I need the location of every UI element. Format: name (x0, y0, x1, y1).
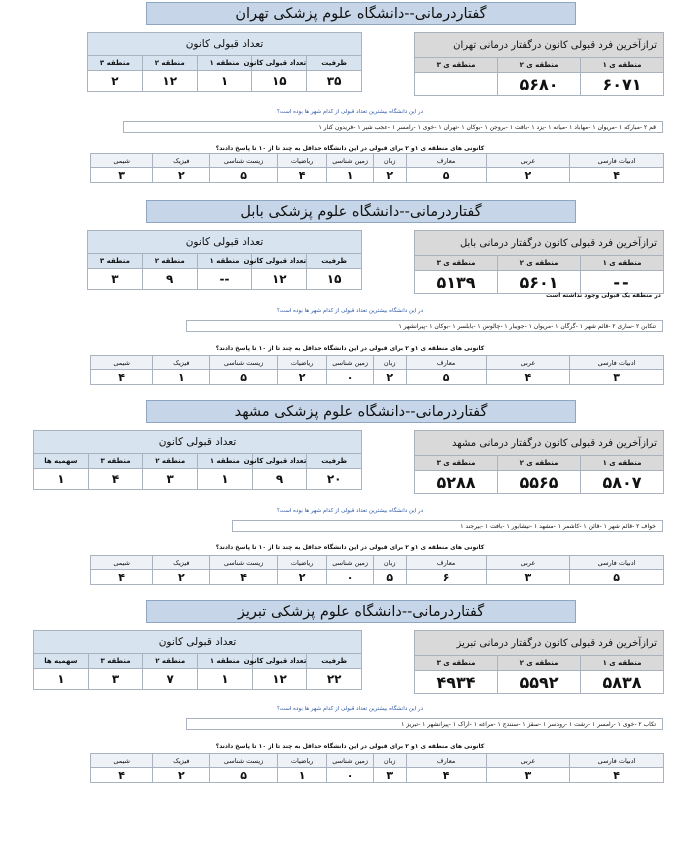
region2-header: منطقه ی ۲ (498, 58, 581, 73)
region3-header: منطقه ی ۳ (415, 656, 498, 671)
rank-table (414, 430, 664, 494)
lesson-farsi: ادبیات فارسی (570, 556, 664, 570)
lessons-table (90, 355, 664, 385)
r3-header: منطقه ۳ (88, 56, 143, 71)
score-math: ۱ (277, 768, 327, 783)
share-header: سهمیه ها (34, 454, 89, 469)
score-maaref: ۵ (406, 370, 486, 385)
lesson-biology: زیست شناسی (210, 754, 278, 768)
capacity-value: ۲۰ (307, 469, 362, 490)
lesson-arabic: عربی (486, 154, 569, 168)
capacity-header: ظرفیت (307, 56, 362, 71)
rank-table (414, 630, 664, 694)
lesson-arabic: عربی (486, 556, 569, 570)
score-biology: ۴ (210, 570, 278, 585)
score-english: ۳ (373, 768, 406, 783)
section-title: گفتاردرمانی--دانشگاه علوم پزشکی مشهد (146, 400, 576, 423)
region-note: در منطقه یک قبولی وجود نداشته است (546, 292, 661, 299)
score-maaref: ۵ (406, 168, 486, 183)
rank-caption: ترازآخرین فرد قبولی کانون درگفتار درمانی مشهد (415, 431, 664, 456)
rank-region2: ۵۶۸۰ (498, 73, 581, 96)
score-chemistry: ۴ (91, 370, 153, 385)
score-farsi: ۴ (570, 768, 664, 783)
lesson-biology: زیست شناسی (210, 356, 278, 370)
section-tehran (0, 0, 700, 198)
r3-value: ۳ (88, 269, 143, 290)
rank-region3: ۴۹۳۴ (415, 671, 498, 694)
cities-list: تکاب ۲ -خوی ۱ -رامسر ۱ -رشت ۱ -رودسر ۱ -سقز ۱ -سنندج ۱ -مراغه ۱ -اراک ۱ -پیرانشهر ۱ -تبریز ۱ (186, 718, 663, 730)
lesson-english: زبان (373, 356, 406, 370)
score-geology: ۰ (327, 570, 373, 585)
lesson-physics: فیزیک (153, 754, 210, 768)
score-chemistry: ۴ (91, 570, 153, 585)
section-title: گفتاردرمانی--دانشگاه علوم پزشکی تهران (146, 2, 576, 25)
score-chemistry: ۴ (91, 768, 153, 783)
score-arabic: ۳ (486, 768, 569, 783)
score-arabic: ۲ (486, 168, 569, 183)
score-farsi: ۴ (570, 168, 664, 183)
rank-region1: ۵۸۳۸ (581, 671, 664, 694)
rank-region2: ۵۵۹۲ (498, 671, 581, 694)
lesson-chemistry: شیمی (91, 754, 153, 768)
capacity-value: ۲۲ (307, 669, 362, 690)
r1-header: منطقه ۱ (197, 254, 252, 269)
lesson-math: ریاضیات (277, 556, 327, 570)
score-english: ۲ (373, 168, 406, 183)
lesson-geology: زمین شناسی (327, 556, 373, 570)
lessons-question: کانونی های منطقه ی ۱و ۲ برای قبولی در این دانشگاه حداقل به چند تا از ۱۰ تا پاسخ دادند؟ (215, 345, 485, 352)
rank-region3: ۵۱۳۹ (415, 271, 498, 294)
lesson-english: زبان (373, 556, 406, 570)
score-arabic: ۴ (486, 370, 569, 385)
lesson-english: زبان (373, 754, 406, 768)
lesson-math: ریاضیات (277, 356, 327, 370)
score-biology: ۵ (210, 768, 278, 783)
region3-header: منطقه ی ۳ (415, 58, 498, 73)
cities-list: تنکابن ۲ -ساری ۲ -قائم شهر ۱ -گرگان ۱ -مریوان ۱ -جویبار ۱ -چالوس ۱ -بابلسر ۱ -بوکان ۱ -پیرانشهر ۱ (186, 320, 663, 332)
r1-header: منطقه ۱ (197, 56, 252, 71)
share-header: سهمیه ها (34, 654, 89, 669)
score-farsi: ۵ (570, 570, 664, 585)
region2-header: منطقه ی ۲ (498, 256, 581, 271)
r3-header: منطقه ۳ (88, 254, 143, 269)
lessons-question: کانونی های منطقه ی ۱و ۲ برای قبولی در این دانشگاه حداقل به چند تا از ۱۰ تا پاسخ دادند؟ (215, 145, 485, 152)
lessons-table (90, 753, 664, 783)
region2-header: منطقه ی ۲ (498, 456, 581, 471)
score-physics: ۲ (153, 168, 210, 183)
acceptance-table (33, 430, 362, 490)
cities-question: در این دانشگاه بیشترین تعداد قبولی از کدام شهر ها بوده است؟ (276, 308, 424, 314)
score-math: ۲ (277, 570, 327, 585)
lesson-math: ریاضیات (277, 154, 327, 168)
r2-value: ۱۲ (142, 71, 197, 92)
region3-header: منطقه ی ۳ (415, 456, 498, 471)
score-math: ۲ (277, 370, 327, 385)
score-physics: ۲ (153, 768, 210, 783)
cities-list: خواف ۲ -قائم شهر ۱ -قائن ۱ -کاشمر ۱ -مشهد ۱ -نیشابور ۱ -بافت ۱ -بیرجند ۱ (232, 520, 663, 532)
lessons-question: کانونی های منطقه ی ۱و ۲ برای قبولی در این دانشگاه حداقل به چند تا از ۱۰ تا پاسخ دادند؟ (215, 743, 485, 750)
capacity-value: ۱۵ (307, 269, 362, 290)
score-english: ۵ (373, 570, 406, 585)
section-tabriz (0, 598, 700, 798)
rank-caption: ترازآخرین فرد قبولی کانون درگفتار درمانی تهران (415, 33, 664, 58)
lesson-maaref: معارف (406, 754, 486, 768)
r1-value: ۱ (198, 669, 253, 690)
r2-header: منطقه ۲ (142, 254, 197, 269)
lessons-table (90, 153, 664, 183)
r3-header: منطقه ۳ (88, 654, 143, 669)
score-geology: ۰ (327, 768, 373, 783)
lesson-physics: فیزیک (153, 154, 210, 168)
rank-region3: ۵۲۸۸ (415, 471, 498, 494)
score-chemistry: ۳ (91, 168, 153, 183)
r2-header: منطقه ۲ (142, 56, 197, 71)
lesson-biology: زیست شناسی (210, 154, 278, 168)
region2-header: منطقه ی ۲ (498, 656, 581, 671)
r2-header: منطقه ۲ (143, 454, 198, 469)
rank-region3 (415, 73, 498, 96)
capacity-value: ۳۵ (307, 71, 362, 92)
lesson-farsi: ادبیات فارسی (570, 356, 664, 370)
score-physics: ۱ (153, 370, 210, 385)
rank-region1: ۵۸۰۷ (581, 471, 664, 494)
rank-region1: -- (581, 271, 664, 294)
r1-header: منطقه ۱ (198, 454, 253, 469)
section-title: گفتاردرمانی--دانشگاه علوم پزشکی تبریز (146, 600, 576, 623)
accepted-header: تعداد قبولی کانون (252, 654, 307, 669)
acceptance-table (87, 230, 362, 290)
score-arabic: ۳ (486, 570, 569, 585)
score-biology: ۵ (210, 168, 278, 183)
score-biology: ۵ (210, 370, 278, 385)
acceptance-caption: تعداد قبولی کانون (88, 231, 362, 254)
score-geology: ۱ (327, 168, 373, 183)
r3-value: ۲ (88, 71, 143, 92)
section-title: گفتاردرمانی--دانشگاه علوم پزشکی بابل (146, 200, 576, 223)
accepted-header: تعداد قبولی کانون (252, 56, 307, 71)
lesson-arabic: عربی (486, 356, 569, 370)
score-english: ۲ (373, 370, 406, 385)
r2-value: ۳ (143, 469, 198, 490)
acceptance-caption: تعداد قبولی کانون (34, 431, 362, 454)
share-value: ۱ (34, 469, 89, 490)
acceptance-caption: تعداد قبولی کانون (88, 33, 362, 56)
r3-value: ۴ (88, 469, 143, 490)
lesson-geology: زمین شناسی (327, 154, 373, 168)
lesson-physics: فیزیک (153, 356, 210, 370)
lesson-math: ریاضیات (277, 754, 327, 768)
lesson-physics: فیزیک (153, 556, 210, 570)
rank-region2: ۵۶۰۱ (498, 271, 581, 294)
r1-value: ۱ (197, 71, 252, 92)
section-babol (0, 198, 700, 398)
capacity-header: ظرفیت (307, 654, 362, 669)
lessons-question: کانونی های منطقه ی ۱و ۲ برای قبولی در این دانشگاه حداقل به چند تا از ۱۰ تا پاسخ دادند؟ (215, 544, 485, 551)
accepted-value: ۱۲ (252, 669, 307, 690)
cities-question: در این دانشگاه بیشترین تعداد قبولی از کدام شهر ها بوده است؟ (276, 706, 424, 712)
region3-header: منطقه ی ۳ (415, 256, 498, 271)
accepted-value: ۱۲ (252, 269, 307, 290)
rank-caption: ترازآخرین فرد قبولی کانون درگفتار درمانی بابل (415, 231, 664, 256)
r2-header: منطقه ۲ (143, 654, 198, 669)
lesson-chemistry: شیمی (91, 154, 153, 168)
r3-value: ۳ (88, 669, 143, 690)
lesson-biology: زیست شناسی (210, 556, 278, 570)
rank-region1: ۶۰۷۱ (581, 73, 664, 96)
accepted-value: ۹ (252, 469, 307, 490)
r1-value: -- (197, 269, 252, 290)
share-value: ۱ (34, 669, 89, 690)
lessons-table (90, 555, 664, 585)
rank-table (414, 230, 664, 294)
accepted-header: تعداد قبولی کانون (252, 254, 307, 269)
capacity-header: ظرفیت (307, 254, 362, 269)
accepted-header: تعداد قبولی کانون (252, 454, 307, 469)
region1-header: منطقه ی ۱ (581, 256, 664, 271)
capacity-header: ظرفیت (307, 454, 362, 469)
score-farsi: ۳ (570, 370, 664, 385)
score-physics: ۲ (153, 570, 210, 585)
lesson-geology: زمین شناسی (327, 356, 373, 370)
lesson-chemistry: شیمی (91, 556, 153, 570)
cities-question: در این دانشگاه بیشترین تعداد قبولی از کدام شهر ها بوده است؟ (276, 109, 424, 115)
region1-header: منطقه ی ۱ (581, 456, 664, 471)
section-mashhad (0, 398, 700, 598)
cities-question: در این دانشگاه بیشترین تعداد قبولی از کدام شهر ها بوده است؟ (276, 508, 424, 514)
score-maaref: ۶ (406, 570, 486, 585)
lesson-maaref: معارف (406, 356, 486, 370)
lesson-farsi: ادبیات فارسی (570, 754, 664, 768)
accepted-value: ۱۵ (252, 71, 307, 92)
acceptance-table (33, 630, 362, 690)
r2-value: ۷ (143, 669, 198, 690)
region1-header: منطقه ی ۱ (581, 58, 664, 73)
lesson-arabic: عربی (486, 754, 569, 768)
score-maaref: ۴ (406, 768, 486, 783)
r3-header: منطقه ۳ (88, 454, 143, 469)
lesson-english: زبان (373, 154, 406, 168)
rank-region2: ۵۵۶۵ (498, 471, 581, 494)
rank-table (414, 32, 664, 96)
acceptance-table (87, 32, 362, 92)
lesson-farsi: ادبیات فارسی (570, 154, 664, 168)
lesson-maaref: معارف (406, 556, 486, 570)
lesson-chemistry: شیمی (91, 356, 153, 370)
score-geology: ۰ (327, 370, 373, 385)
r2-value: ۹ (142, 269, 197, 290)
r1-header: منطقه ۱ (198, 654, 253, 669)
rank-caption: ترازآخرین فرد قبولی کانون درگفتار درمانی تبریز (415, 631, 664, 656)
cities-list: قم ۲ -مبارکه ۱ -مریوان ۱ -مهاباد ۱ -میانه ۱ -یزد ۱ -بافت ۱ -بروجن ۱ -بوکان ۱ -تهران ۱ -خوی ۱ -رامسر ۱ -عجب شیر ۱ -فریدون کنار ۱ (123, 121, 663, 133)
region1-header: منطقه ی ۱ (581, 656, 664, 671)
lesson-geology: زمین شناسی (327, 754, 373, 768)
acceptance-caption: تعداد قبولی کانون (34, 631, 362, 654)
score-math: ۴ (277, 168, 327, 183)
lesson-maaref: معارف (406, 154, 486, 168)
r1-value: ۱ (198, 469, 253, 490)
